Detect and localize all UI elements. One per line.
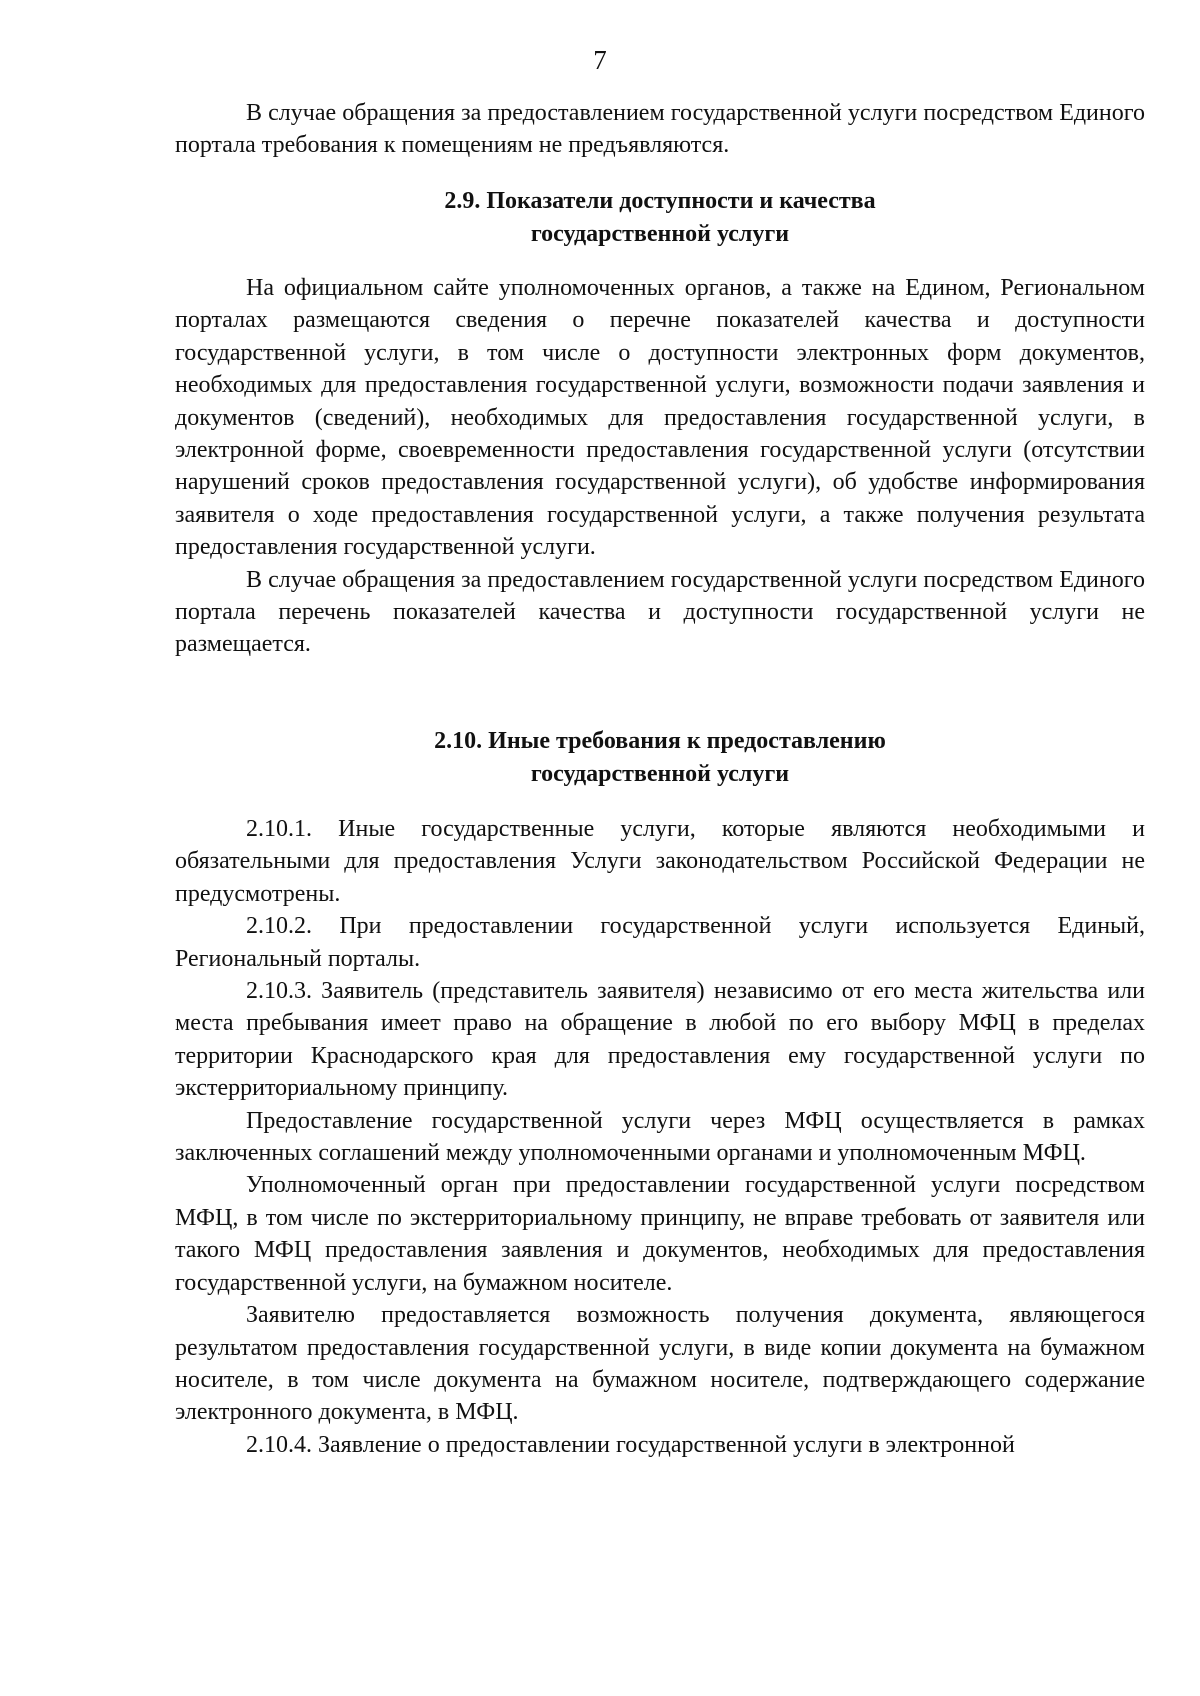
paragraph: 2.10.2. При предоставлении государственной услуги используется Единый, Региональный порталы. <box>175 913 1145 972</box>
section-2-9-text <box>175 272 1145 661</box>
paragraph: В случае обращения за предоставлением государственной услуги посредством Единого портала требования к помещениям не предъявляются. <box>175 100 1145 159</box>
heading-line: государственной услуги <box>530 761 790 787</box>
paragraph: 2.10.1. Иные государственные услуги, которые являются необходимыми и обязательными для предоставления Услуги законодательством Российской Федерации не предусмотрены. <box>175 816 1145 907</box>
intro-text <box>175 97 1145 162</box>
heading-line: 2.10. Иные требования к предоставлению <box>434 728 886 754</box>
paragraph: Предоставление государственной услуги через МФЦ осуществляется в рамках заключенных соглашений между уполномоченными органами и уполномоченным МФЦ. <box>175 1107 1145 1167</box>
section-heading-2-9 <box>175 185 1145 251</box>
paragraph: Уполномоченный орган при предоставлении государственной услуги посредством МФЦ, в том числе по экстерриториальному принципу, не вправе требовать от заявителя или такого МФЦ предоставления заявления и документов, необходимых для предоставления государственной услуги, на бумажном носителе. <box>175 1172 1145 1296</box>
heading-line: государственной услуги <box>530 221 790 247</box>
paragraph: В случае обращения за предоставлением государственной услуги посредством Единого портала перечень показателей качества и доступности государственной услуги не размещается. <box>175 566 1145 658</box>
paragraph: Заявителю предоставляется возможность получения документа, являющегося результатом предоставления государственной услуги, в виде копии документа на бумажном носителе, в том числе документа на бумажном носителе, подтверждающего содержание электронного документа, в МФЦ. <box>175 1302 1145 1426</box>
page-number: 7 <box>593 45 607 75</box>
paragraph: На официальном сайте уполномоченных органов, а также на Едином, Региональном порталах размещаются сведения о перечне показателей качества и доступности государственной услуги, в том числе о доступности электронных форм документов, необходимых для предоставления государственной услуги, возможности подачи заявления и документов (сведений), необходимых для предоставления государственной услуги, в электронной форме, своевременности предоставления государственной услуги (отсутствии нарушений сроков предоставления государственной услуги), об удобстве информирования заявителя о ходе предоставления государственной услуги, а также получения результата предоставления государственной услуги. <box>175 275 1145 561</box>
paragraph: 2.10.3. Заявитель (представитель заявителя) независимо от его места жительства или места пребывания имеет право на обращение в любой по его выбору МФЦ в пределах территории Краснодарского края для предоставления ему государственной услуги по экстерриториальному принципу. <box>175 978 1145 1102</box>
heading-line: 2.9. Показатели доступности и качества <box>444 188 876 214</box>
paragraph: 2.10.4. Заявление о предоставлении государственной услуги в электронной <box>246 1431 1015 1458</box>
section-heading-2-10 <box>175 725 1145 791</box>
section-2-10-text <box>175 813 1145 1461</box>
